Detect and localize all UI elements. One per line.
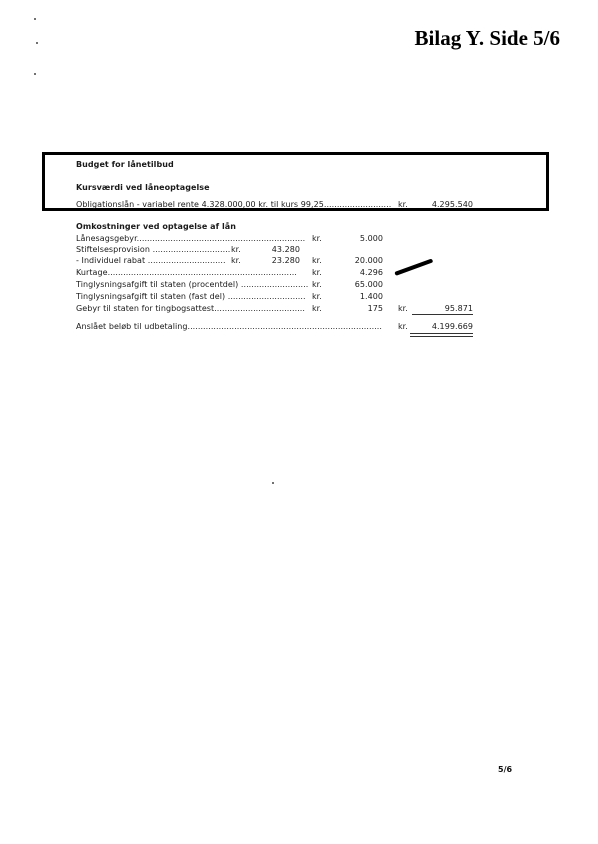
obligation-line-value: 4.295.540 <box>431 200 473 209</box>
cost-row-unit: kr. <box>312 292 322 301</box>
total-double-underline-top <box>410 333 473 334</box>
cost-row-label: Stiftelsesprovision .............................. <box>76 245 231 254</box>
payout-value: 4.199.669 <box>431 322 473 331</box>
payout-unit: kr. <box>398 322 408 331</box>
cost-row-unit: kr. <box>312 234 322 243</box>
scan-speck <box>34 73 36 75</box>
scan-speck <box>36 42 38 44</box>
cost-row-value: 20.000 <box>354 256 383 265</box>
cost-row-label: Gebyr til staten for tingbogsattest................................... <box>76 304 305 313</box>
cost-row-unit: kr. <box>312 280 322 289</box>
cost-total-unit: kr. <box>398 304 408 313</box>
cost-total-value: 95.871 <box>444 304 473 313</box>
cost-row-sub-value: 43.280 <box>271 245 300 254</box>
cost-row-value: 5.000 <box>359 234 383 243</box>
cost-row-unit: kr. <box>312 256 322 265</box>
cost-row-sub-unit: kr. <box>231 245 241 254</box>
section-title-omkostninger: Omkostninger ved optagelse af lån <box>76 222 236 231</box>
pen-mark <box>394 258 433 275</box>
cost-row-unit: kr. <box>312 268 322 277</box>
subtotal-underline <box>412 314 473 315</box>
total-double-underline-bottom <box>410 336 473 337</box>
page-header-title: Bilag Y. Side 5/6 <box>414 26 560 50</box>
cost-row-value: 175 <box>367 304 383 313</box>
cost-row-label: Tinglysningsafgift til staten (procentdel) .......................... <box>76 280 309 289</box>
cost-row-value: 4.296 <box>359 268 383 277</box>
scan-speck <box>34 18 36 20</box>
payout-label: Anslået beløb til udbetaling........................................................................... <box>76 322 382 331</box>
obligation-line-unit: kr. <box>398 200 408 209</box>
cost-row-label: - Individuel rabat .............................. <box>76 256 226 265</box>
cost-row-unit: kr. <box>312 304 322 313</box>
cost-row-value: 65.000 <box>354 280 383 289</box>
scan-speck <box>272 482 274 484</box>
cost-row-label: Kurtage......................................................................... <box>76 268 297 277</box>
section-subtitle-kursvaerdi: Kursværdi ved låneoptagelse <box>76 183 210 192</box>
cost-row-label: Tinglysningsafgift til staten (fast del) .............................. <box>76 292 306 301</box>
page-number: 5/6 <box>498 765 513 774</box>
cost-row-label: Lånesagsgebyr................................................................. <box>76 234 306 243</box>
obligation-line-label: Obligationslån - variabel rente 4.328.000,00 kr. til kurs 99,25.......................... <box>76 200 392 209</box>
section-title-budget: Budget for lånetilbud <box>76 160 174 169</box>
cost-row-value: 1.400 <box>359 292 383 301</box>
cost-row-sub-value: 23.280 <box>271 256 300 265</box>
cost-row-sub-unit: kr. <box>231 256 241 265</box>
